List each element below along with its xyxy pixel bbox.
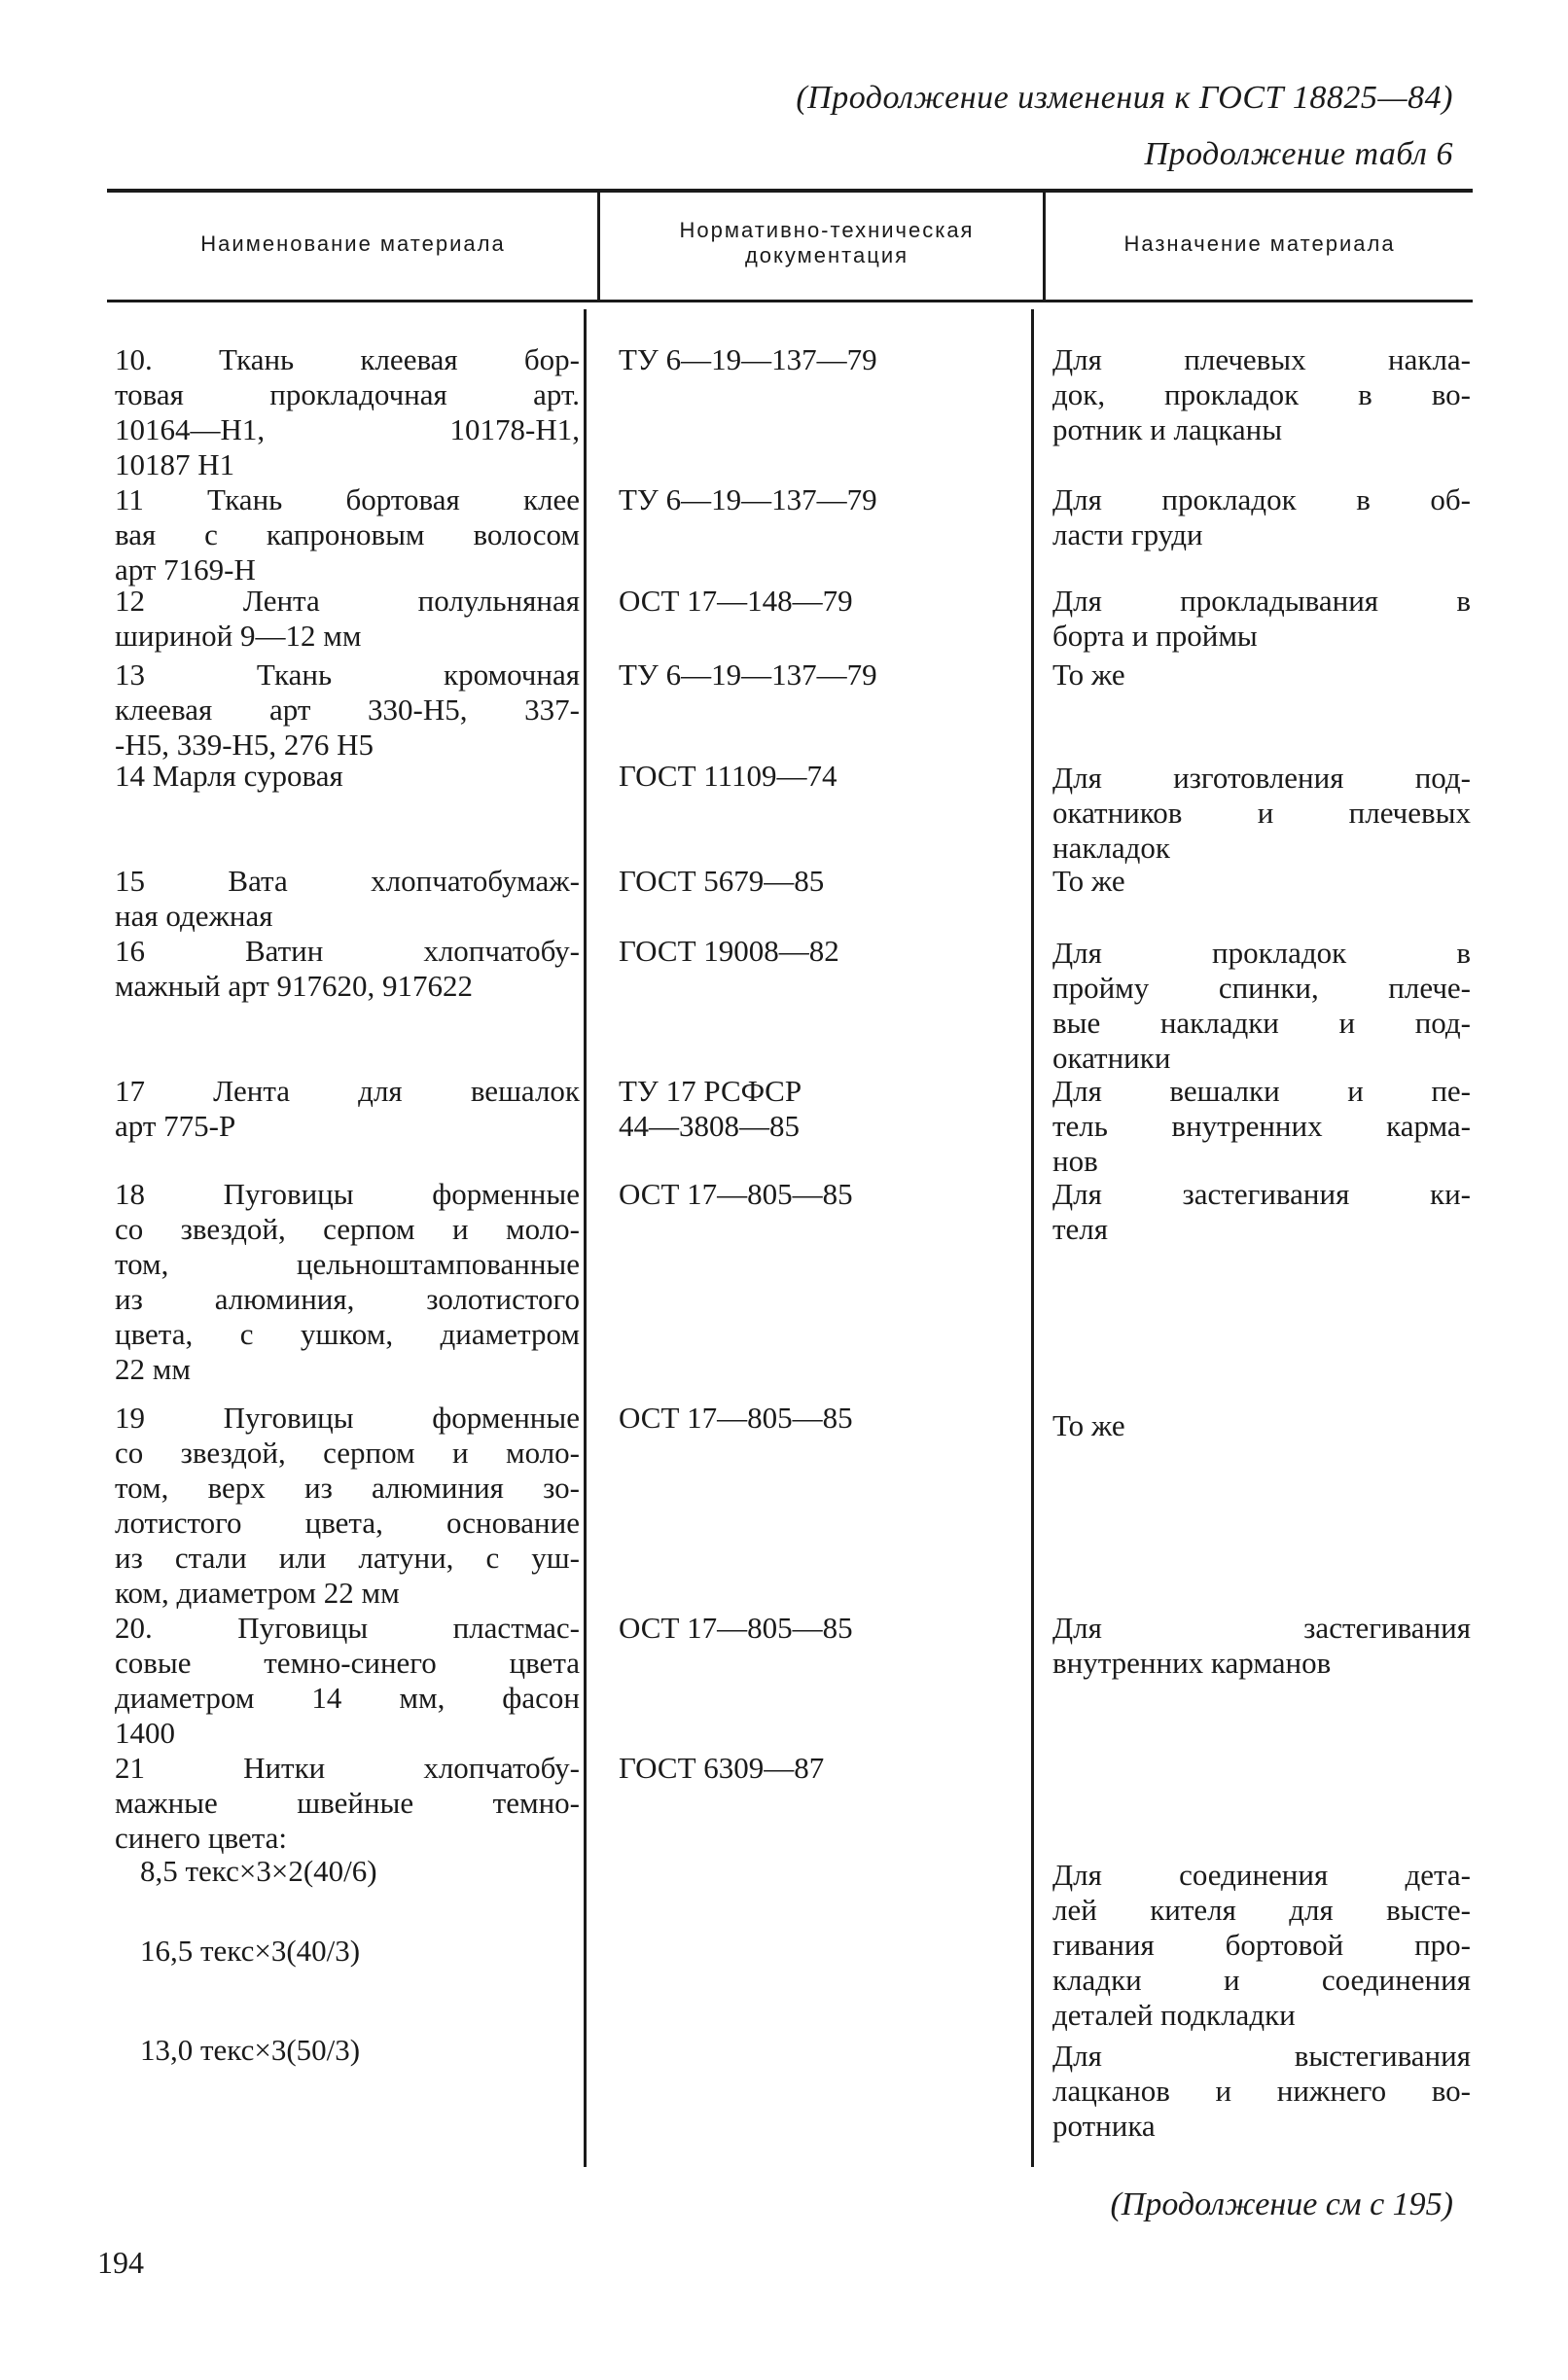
cell-line: том, верх из алюминия зо- xyxy=(115,1471,580,1505)
cell-material xyxy=(115,584,580,654)
cell-line: арт 775-Р xyxy=(115,1109,236,1143)
cell-purpose xyxy=(1052,1408,1471,1443)
cell-purpose xyxy=(1052,1858,1471,2033)
cell-doc xyxy=(619,482,1037,517)
cell-purpose xyxy=(1052,1177,1471,1247)
cell-line: 12 Лента полульняная xyxy=(115,584,580,618)
cell-line: борта и проймы xyxy=(1052,619,1258,653)
cell-line: ТУ 6—19—137—79 xyxy=(619,657,877,692)
cell-line: окатников и плечевых xyxy=(1052,796,1471,830)
cell-line: То же xyxy=(1052,657,1125,692)
cell-line: Для прокладок в xyxy=(1052,936,1471,970)
cell-purpose xyxy=(1052,761,1471,866)
cell-line: 10187 Н1 xyxy=(115,447,235,481)
cell-doc xyxy=(619,657,1037,693)
cell-line: вые накладки и под- xyxy=(1052,1006,1471,1040)
cell-material xyxy=(115,1074,580,1144)
cell-line: 18 Пуговицы форменные xyxy=(115,1177,580,1211)
cell-doc xyxy=(619,1611,1037,1646)
cell-line: ком, диаметром 22 мм xyxy=(115,1576,400,1610)
cell-doc xyxy=(619,1401,1037,1436)
cell-line: Для застегивания ки- xyxy=(1052,1177,1471,1211)
cell-line: ротник и лацканы xyxy=(1052,412,1283,446)
cell-line: накладок xyxy=(1052,831,1170,865)
cell-line: со звездой, серпом и моло- xyxy=(115,1436,580,1470)
cell-line: лотистого цвета, основание xyxy=(115,1506,580,1540)
cell-line: из стали или латуни, с уш- xyxy=(115,1541,580,1575)
page-number: 194 xyxy=(97,2245,144,2280)
cell-purpose xyxy=(1052,482,1471,552)
cell-line: 10. Ткань клеевая бор- xyxy=(115,342,580,376)
cell-line: вая с капроновым волосом xyxy=(115,517,580,551)
cell-line: ТУ 17 РСФСР xyxy=(619,1074,802,1108)
cell-line: ОСТ 17—805—85 xyxy=(619,1611,853,1645)
cell-line: 14 Марля суровая xyxy=(115,759,343,793)
cell-material xyxy=(115,482,580,587)
column-header-purpose: Назначение материала xyxy=(1123,231,1396,256)
cell-material xyxy=(115,1611,580,1751)
cell-line: лацканов и нижнего во- xyxy=(1052,2074,1471,2108)
cell-line: деталей подкладки xyxy=(1052,1998,1296,2032)
cell-material xyxy=(115,342,580,482)
cell-purpose xyxy=(1052,2039,1471,2144)
cell-purpose xyxy=(1052,1074,1471,1179)
cell-material xyxy=(115,864,580,934)
cell-doc xyxy=(619,1751,1037,1786)
cell-line: 44—3808—85 xyxy=(619,1109,800,1143)
cell-material xyxy=(140,1854,605,1889)
cell-line: цвета, с ушком, диаметром xyxy=(115,1317,580,1351)
cell-purpose xyxy=(1052,657,1471,693)
cell-line: синего цвета: xyxy=(115,1821,287,1855)
cell-line: 19 Пуговицы форменные xyxy=(115,1401,580,1435)
cell-material xyxy=(140,1934,605,1969)
cell-line: пройму спинки, плече- xyxy=(1052,971,1471,1005)
cell-line: теля xyxy=(1052,1212,1109,1246)
cell-line: Для прокладок в об- xyxy=(1052,482,1471,516)
cell-line: диаметром 14 мм, фасон xyxy=(115,1681,580,1715)
cell-doc xyxy=(619,342,1037,377)
cell-line: 8,5 текс×3×2(40/6) xyxy=(140,1854,377,1888)
cell-line: лей кителя для высте- xyxy=(1052,1893,1471,1927)
cell-line: 13,0 текс×3(50/3) xyxy=(140,2033,361,2067)
cell-line: совые темно-синего цвета xyxy=(115,1646,580,1680)
cell-line: клеевая арт 330-Н5, 337- xyxy=(115,693,580,727)
cell-material xyxy=(115,934,580,1004)
cell-line: Для прокладывания в xyxy=(1052,584,1471,618)
cell-doc xyxy=(619,934,1037,969)
cell-line: Для застегивания xyxy=(1052,1611,1471,1645)
cell-line: тель внутренних карма- xyxy=(1052,1109,1471,1143)
cell-line: мажный арт 917620, 917622 xyxy=(115,969,473,1003)
cell-line: ГОСТ 6309—87 xyxy=(619,1751,825,1785)
cell-line: внутренних карманов xyxy=(1052,1646,1332,1680)
cell-line: 1400 xyxy=(115,1716,175,1750)
cell-line: 20. Пуговицы пластмас- xyxy=(115,1611,580,1645)
cell-line: То же xyxy=(1052,1408,1125,1442)
cell-doc xyxy=(619,1074,1037,1144)
cell-line: ГОСТ 11109—74 xyxy=(619,759,837,793)
cell-line: Для вешалки и пе- xyxy=(1052,1074,1471,1108)
cell-line: 22 мм xyxy=(115,1352,191,1386)
cell-doc xyxy=(619,584,1037,619)
cell-line: кладки и соединения xyxy=(1052,1963,1471,1997)
column-divider-2 xyxy=(1043,193,1046,300)
cell-purpose xyxy=(1052,1611,1471,1681)
cell-line: 16 Ватин хлопчатобу- xyxy=(115,934,580,968)
cell-line: 13 Ткань кромочная xyxy=(115,657,580,692)
cell-line: ная одежная xyxy=(115,899,273,933)
cell-doc xyxy=(619,864,1037,899)
cell-material xyxy=(115,759,580,794)
cell-line: ТУ 6—19—137—79 xyxy=(619,342,877,376)
cell-material xyxy=(115,657,580,763)
cell-line: ОСТ 17—148—79 xyxy=(619,584,853,618)
continuation-title: (Продолжение изменения к ГОСТ 18825—84) xyxy=(796,80,1453,116)
cell-material xyxy=(115,1177,580,1387)
cell-line: ГОСТ 19008—82 xyxy=(619,934,839,968)
cell-line: 21 Нитки хлопчатобу- xyxy=(115,1751,580,1785)
cell-line: со звездой, серпом и моло- xyxy=(115,1212,580,1246)
cell-line: ласти груди xyxy=(1052,517,1203,551)
cell-line: Для изготовления под- xyxy=(1052,761,1471,795)
cell-material xyxy=(115,1751,580,1856)
cell-line: ГОСТ 5679—85 xyxy=(619,864,825,898)
cell-line: окатники xyxy=(1052,1041,1171,1075)
cell-line: То же xyxy=(1052,864,1125,898)
cell-line: 16,5 текс×3(40/3) xyxy=(140,1934,361,1968)
cell-line: Для выстегивания xyxy=(1052,2039,1471,2073)
cell-material xyxy=(140,2033,605,2068)
cell-line: ротника xyxy=(1052,2109,1156,2143)
column-divider-1 xyxy=(597,193,600,300)
column-header-material: Наименование материала xyxy=(200,231,506,256)
continuation-note: (Продолжение см с 195) xyxy=(1110,2186,1453,2222)
cell-line: ОСТ 17—805—85 xyxy=(619,1401,853,1435)
cell-line: нов xyxy=(1052,1144,1098,1178)
cell-line: гивания бортовой про- xyxy=(1052,1928,1471,1962)
cell-line: 15 Вата хлопчатобумаж- xyxy=(115,864,580,898)
cell-line: ТУ 6—19—137—79 xyxy=(619,482,877,516)
cell-doc xyxy=(619,759,1037,794)
cell-line: товая прокладочная арт. xyxy=(115,377,580,411)
table-title: Продолжение табл 6 xyxy=(1144,136,1453,172)
cell-line: 17 Лента для вешалок xyxy=(115,1074,580,1108)
cell-doc xyxy=(619,1177,1037,1212)
cell-purpose xyxy=(1052,342,1471,447)
cell-line: ОСТ 17—805—85 xyxy=(619,1177,853,1211)
cell-purpose xyxy=(1052,584,1471,654)
cell-purpose xyxy=(1052,936,1471,1076)
cell-line: Для соединения дета- xyxy=(1052,1858,1471,1892)
cell-material xyxy=(115,1401,580,1611)
table-top-rule xyxy=(107,189,1473,193)
cell-line: из алюминия, золотистого xyxy=(115,1282,580,1316)
cell-line: 10164—Н1, 10178-Н1, xyxy=(115,412,580,446)
cell-line: док, прокладок в во- xyxy=(1052,377,1471,411)
cell-line: Для плечевых накла- xyxy=(1052,342,1471,376)
cell-line: 11 Ткань бортовая клее xyxy=(115,482,580,516)
cell-line: -Н5, 339-Н5, 276 Н5 xyxy=(115,728,374,762)
header-bottom-rule xyxy=(107,300,1473,302)
cell-line: том, цельноштампованные xyxy=(115,1247,580,1281)
cell-purpose xyxy=(1052,864,1471,899)
column-header-documentation: Нормативно-техническая документация xyxy=(679,218,975,267)
cell-line: арт 7169-Н xyxy=(115,552,256,586)
cell-line: мажные швейные темно- xyxy=(115,1786,580,1820)
cell-line: шириной 9—12 мм xyxy=(115,619,362,653)
